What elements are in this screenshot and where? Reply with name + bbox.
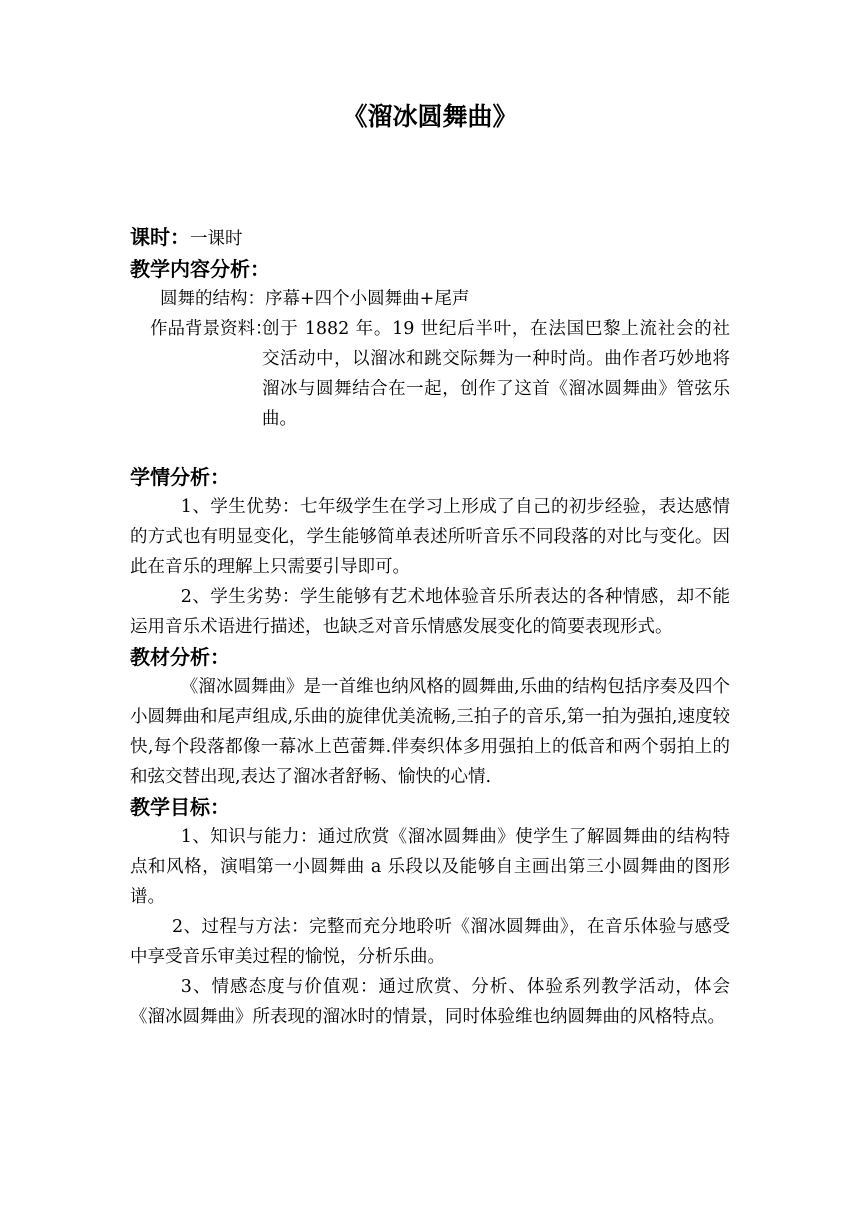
document-body	[130, 222, 730, 1032]
background-block	[130, 314, 730, 434]
document-title: 《溜冰圆舞曲》	[342, 102, 518, 131]
section-spacer	[130, 434, 730, 462]
material-analysis-heading: 教材分析：	[130, 645, 230, 669]
material-analysis-paragraph: 《溜冰圆舞曲》是一首维也纳风格的圆舞曲,乐曲的结构包括序奏及四个小圆舞曲和尾声组成,乐曲的旋律优美流畅,三拍子的音乐,第一拍为强拍,速度较快,每个段落都像一幕冰上芭蕾舞.伴奏织体多用强拍上的低音和两个弱拍上的和弦交替出现,表达了溜冰者舒畅、愉快的心情.	[130, 677, 730, 787]
student-strength-paragraph: 1、学生优势：七年级学生在学习上形成了自己的初步经验，表达感情的方式也有明显变化，学生能够简单表述所听音乐不同段落的对比与变化。因此在音乐的理解上只需要引导即可。	[130, 497, 730, 577]
content-analysis-heading: 教学内容分析：	[130, 257, 270, 281]
goal-process-paragraph: 2、过程与方法：完整而充分地聆听《溜冰圆舞曲》，在音乐体验与感受中享受音乐审美过程的愉悦，分析乐曲。	[130, 917, 730, 967]
student-analysis-heading: 学情分析：	[130, 465, 230, 489]
structure-line: 圆舞的结构：序幕+四个小圆舞曲+尾声	[160, 289, 470, 309]
background-text: 创于 1882 年。19 世纪后半叶，在法国巴黎上流社会的社交活动中，以溜冰和跳交际舞为一种时尚。曲作者巧妙地将溜冰与圆舞结合在一起，创作了这首《溜冰圆舞曲》管弦乐曲。	[262, 319, 730, 429]
student-weakness-paragraph: 2、学生劣势：学生能够有艺术地体验音乐所表达的各种情感，却不能运用音乐术语进行描述，也缺乏对音乐情感发展变化的简要表现形式。	[130, 587, 730, 637]
lesson-time-line	[130, 222, 730, 254]
lesson-time-value: 一课时	[190, 229, 243, 249]
teaching-goals-heading: 教学目标：	[130, 795, 230, 819]
lesson-time-label: 课时：	[130, 225, 190, 249]
background-label: 作品背景资料：	[150, 319, 273, 339]
goal-emotion-paragraph: 3、情感态度与价值观：通过欣赏、分析、体验系列教学活动，体会《溜冰圆舞曲》所表现的溜冰时的情景，同时体验维也纳圆舞曲的风格特点。	[130, 977, 730, 1027]
goal-knowledge-paragraph: 1、知识与能力：通过欣赏《溜冰圆舞曲》使学生了解圆舞曲的结构特点和风格，演唱第一小圆舞曲 a 乐段以及能够自主画出第三小圆舞曲的图形谱。	[130, 827, 730, 907]
